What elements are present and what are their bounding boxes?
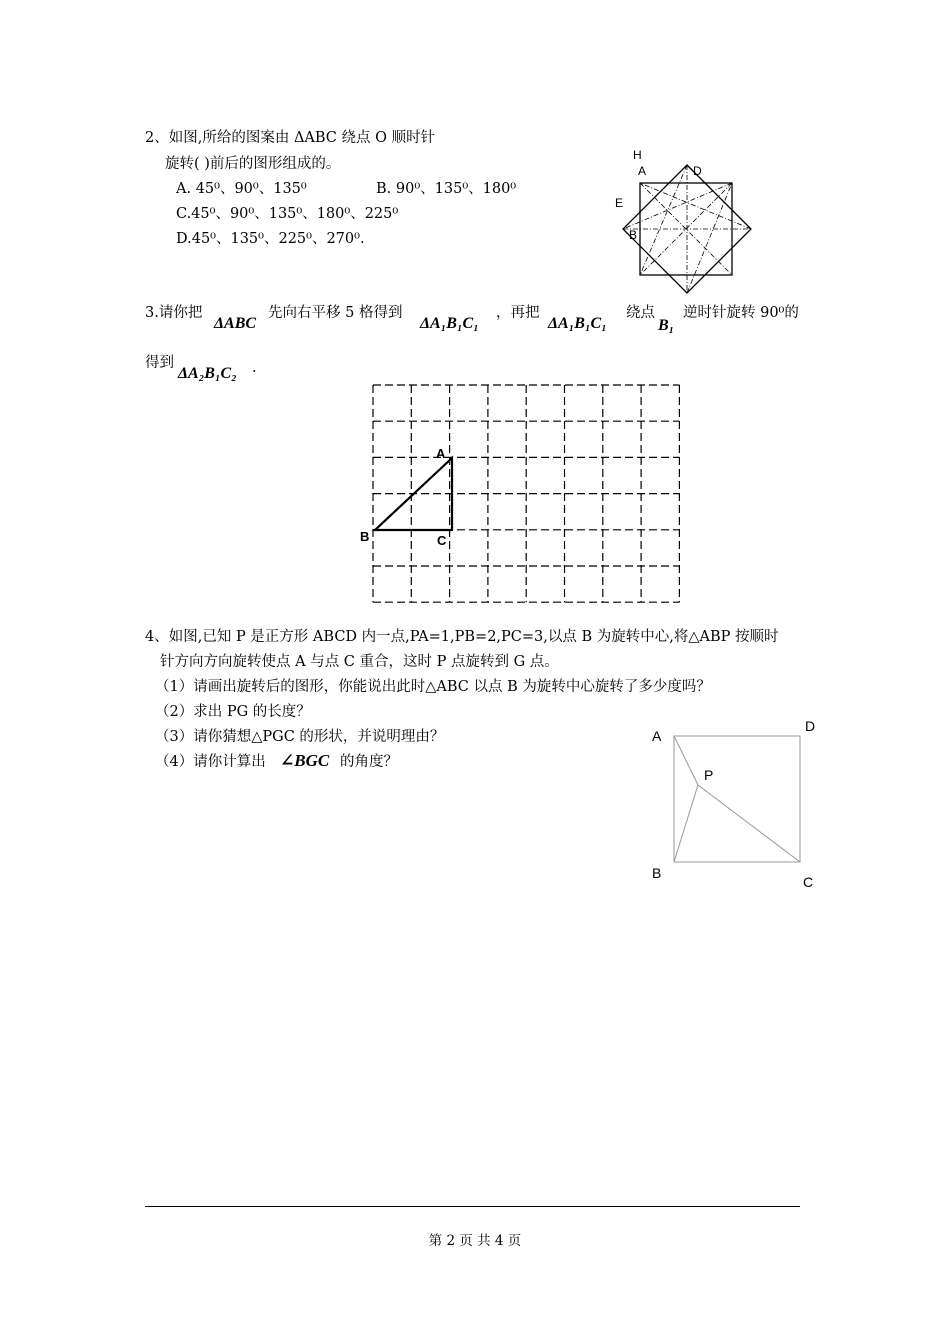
q4-sub-4a: （4）请你计算出 [155, 754, 266, 770]
grid-label-b: B [360, 529, 370, 544]
fig-label-e: E [615, 196, 624, 210]
q3-point-b1: B₁ [658, 317, 675, 334]
q3-text-3: ，再把 [496, 305, 540, 321]
q3-text-6: 得到 [145, 355, 174, 371]
q3-text-1: 3.请你把 [145, 305, 203, 321]
q4-angle-bgc: ∠BGC [280, 751, 330, 770]
q3-text-5: 逆时针旋转 90⁰的 [683, 305, 799, 321]
q4-label-p: P [704, 767, 714, 783]
fig-label-h: H [633, 148, 642, 162]
q4-label-d: D [805, 718, 816, 734]
q4-label-b: B [652, 865, 662, 881]
q4-label-a: A [652, 728, 662, 744]
q4-line2: 针方向方向旋转使点 A 与点 C 重合，这时 P 点旋转到 G 点。 [160, 654, 559, 670]
q3-triangle-a1b1c1-b: ΔA₁B₁C₁ [548, 315, 607, 332]
q4-line1: 4、如图,已知 P 是正方形 ABCD 内一点,PA=1,PB=2,PC=3,以点 B 为旋转中心,将△ABP 按顺时 [145, 629, 779, 645]
footer-rule [145, 1206, 800, 1207]
q4-sub-3: （3）请你猜想△PGC 的形状，并说明理由？ [155, 729, 445, 745]
q2-option-a: A. 45⁰、90⁰、135⁰ [176, 181, 307, 197]
q3-text-2: 先向右平移 5 格得到 [268, 305, 403, 321]
q4-sub-4b: 的角度？ [340, 754, 398, 770]
q2-rotation-figure [600, 140, 770, 290]
grid-label-a: A [436, 446, 446, 461]
fig-label-d: D [693, 164, 702, 178]
q4-label-c: C [803, 874, 814, 890]
q4-sub-2: （2）求出 PG 的长度？ [155, 704, 311, 720]
q3-text-4: 绕点 [626, 305, 655, 321]
q2-option-d: D.45⁰、135⁰、225⁰、270⁰. [176, 231, 365, 247]
q3-triangle-a1b1c1: ΔA₁B₁C₁ [420, 315, 479, 332]
footer-page-number: 第 2 页 共 4 页 [428, 1233, 522, 1249]
q2-line2: 旋转( )前后的图形组成的。 [165, 156, 341, 172]
q3-triangle-a2b1c2: ΔA₂B₁C₂ [178, 365, 237, 382]
q3-grid-figure [355, 375, 695, 615]
q2-line1: 2、如图,所给的图案由 ΔABC 绕点 O 顺时针 [145, 130, 436, 146]
q2-option-c: C.45⁰、90⁰、135⁰、180⁰、225⁰ [176, 206, 399, 222]
q4-sub-1: （1）请画出旋转后的图形，你能说出此时△ABC 以点 B 为旋转中心旋转了多少度吗？ [155, 679, 711, 695]
fig-label-a: A [638, 164, 647, 178]
q3-text-7: . [252, 360, 257, 376]
fig-label-b: B [629, 228, 638, 242]
square-abcd [674, 736, 800, 862]
q3-triangle-abc: ΔABC [214, 315, 257, 332]
grid-label-c: C [437, 533, 447, 548]
q2-option-b: B. 90⁰、135⁰、180⁰ [376, 181, 517, 197]
q4-square-figure [640, 710, 830, 900]
